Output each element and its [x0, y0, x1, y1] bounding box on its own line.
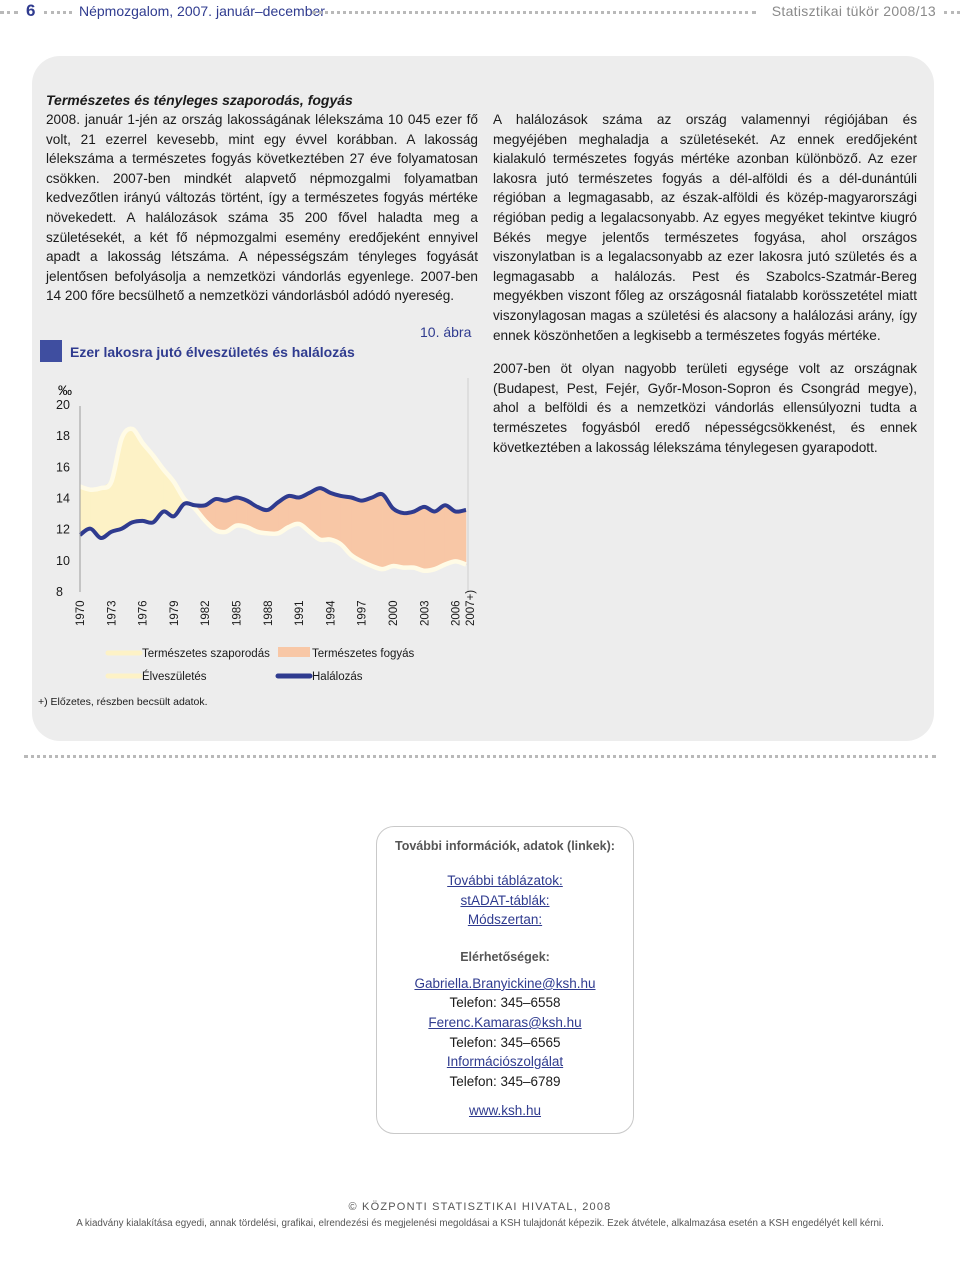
info-box	[376, 826, 634, 1134]
x-tick-label: 2000	[387, 600, 400, 626]
y-tick-labels	[56, 398, 70, 599]
contact-email-kamaras[interactable]: Ferenc.Kamaras@ksh.hu	[428, 1014, 582, 1030]
figure-number: 10. ábra	[420, 324, 472, 340]
chart-legend	[108, 647, 415, 683]
x-tick-label: 2006	[450, 600, 463, 626]
info-links	[377, 871, 633, 930]
x-tick-label: 1985	[231, 600, 244, 626]
section-separator-dots	[24, 755, 936, 758]
page-header	[0, 0, 960, 26]
left-paragraph-text: 2008. január 1-jén az ország lakosságának lélekszáma 10 045 ezer fő volt, 21 ezerrel kevesebb, mint egy évvel korábban. A lakosság lélekszáma a természetes fogyás következtében 27 éve folyamatosan csökken. 2007-ben mindkét alapvető népmozgalmi folyamatban kedvezőtlen irányú változás történt, így a természetes fogyás mértéke növekedett. A halálozások száma 35 200 fővel haladta meg a születésekét, a két fő népmozgalmi esemény eredőjeként ennyivel apadt a lakosság létszáma. A népességszám tényleges fogyását jelentősen befolyásolja a nemzetközi vándorlás egyenlege. 2007-ben 14 200 főre becsülhető a nemzetközi vándorlásból adódó nyereség.	[46, 112, 478, 304]
legend-label: Halálozás	[312, 671, 363, 683]
contact-phone-2: Telefon: 345–6565	[449, 1034, 561, 1050]
x-tick-label: 1979	[168, 600, 181, 626]
fill-segment	[393, 508, 403, 567]
y-tick-label: 18	[56, 429, 70, 444]
header-dots-left	[0, 11, 18, 14]
right-column	[493, 110, 917, 471]
footer-copyright: © KÖZPONTI STATISZTIKAI HIVATAL, 2008	[348, 1201, 612, 1213]
y-tick-label: 16	[56, 460, 70, 475]
link-methodology[interactable]: Módszertan:	[467, 912, 543, 928]
x-tick-label: 1997	[356, 600, 369, 626]
contact-phone-1: Telefon: 345–6558	[449, 995, 561, 1011]
y-tick-label: 14	[56, 491, 70, 506]
fill-segment	[424, 507, 434, 571]
fill-segment	[330, 493, 340, 544]
fill-segment	[372, 494, 382, 569]
contact-email-branyickine[interactable]: Gabriella.Branyickine@ksh.hu	[414, 975, 596, 991]
info-title: További információk, adatok (linkek):	[395, 839, 615, 853]
legend-swatch	[278, 647, 310, 657]
fill-segment	[445, 505, 455, 564]
header-right-title: Statisztikai tükör 2008/13	[771, 3, 936, 19]
y-tick-label: 8	[56, 585, 63, 599]
fill-segment	[351, 498, 361, 562]
right-paragraph-2: 2007-ben öt olyan nagyobb területi egysége volt az országnak (Budapest, Pest, Fejér, Győr-Moson-Sopron és Csongrád megye), ahol a belföldi és a nemzetközi vándorlás ellensúlyozni tudta a természetes fogyásból eredő népességcsökkenést, és ennek következtében a lakosság lélekszáma ténylegesen gyarapodott.	[493, 361, 917, 455]
link-stadat[interactable]: stADAT-táblák:	[460, 892, 550, 908]
birth-death-chart	[0, 370, 480, 690]
left-paragraph	[46, 110, 478, 306]
figure-title: Ezer lakosra jutó élveszületés és halálozás	[70, 344, 355, 360]
x-tick-label: 1970	[75, 600, 87, 626]
x-tick-label: 2003	[419, 600, 432, 626]
y-axis-unit-label: ‰	[58, 382, 72, 398]
fill-segment	[403, 512, 413, 568]
fill-segment	[101, 482, 111, 538]
x-tick-label: 1991	[294, 600, 307, 626]
contact-information-service[interactable]: Információszolgálat	[446, 1054, 564, 1070]
fill-segment	[320, 488, 330, 539]
fill-segment	[216, 499, 226, 532]
fill-segment	[414, 507, 424, 571]
website-link[interactable]: www.ksh.hu	[468, 1103, 542, 1119]
contact-phone-3: Telefon: 345–6789	[449, 1073, 561, 1089]
x-tick-label: 1976	[137, 600, 150, 626]
fill-segment	[122, 429, 132, 529]
figure-footnote: +) Előzetes, részben becsült adatok.	[38, 696, 208, 708]
x-tick-label: 1973	[106, 600, 119, 626]
header-dots-right	[944, 11, 960, 14]
header-left-title: Népmozgalom, 2007. január–december	[79, 3, 325, 19]
x-tick-label: 2007+)	[465, 589, 477, 626]
y-tick-label: 10	[56, 553, 70, 568]
left-column	[46, 92, 478, 306]
y-tick-label: 20	[56, 398, 70, 412]
x-tick-label: 1982	[200, 600, 213, 626]
legend-label: Élveszületés	[142, 671, 207, 683]
right-paragraph-1: A halálozások száma az ország valamennyi régiójában és megyéjében meghaladja a születésekét. Az ennek eredőjeként kialakuló természetes fogyás mértéke azonban különböző. Az ezer lakosra jutó természetes fogyás a dél-alföldi és a dél-dunántúli régióban a legmagasabb, az észak-alföldi és közép-magyarországi régióban pedig a legalacsonyabb. Az egyes megyéket tekintve kiugró Békés megye jelentős természetes fogyása, ahol országos viszonylatban is a legalacsonyabb az ezer lakosra jutó születés és a legmagasabb a halálozás. Pest és Szabolcs-Szatmár-Bereg megyékben viszont főleg az országosnál fiatalabb korösszetétel miatt viszonylagosan magas a születési és alacsony a halálozási arány, így ennek köszönhetően a legkisebb a természetes fogyás mértéke.	[493, 112, 917, 343]
figure-marker-square	[40, 340, 62, 362]
page-number: 6	[26, 1, 36, 20]
fill-segment	[435, 505, 445, 569]
x-tick-label: 1994	[325, 600, 338, 626]
y-tick-label: 12	[56, 522, 70, 537]
header-dots-mid-b	[312, 11, 756, 14]
legend-label: Természetes fogyás	[312, 648, 415, 660]
footer-notice: A kiadvány kialakítása egyedi, annak tördelési, grafikai, elrendezési és megjelenési megoldásai a KSH tulajdonát képezik. Ezek átvétele, alkalmazása esetén a KSH engedélyét kell kérni.	[76, 1218, 884, 1229]
header-dots-mid-a	[44, 11, 72, 14]
legend-label: Természetes szaporodás	[142, 648, 270, 660]
link-tables[interactable]: További táblázatok:	[447, 873, 563, 888]
section-title: Természetes és tényleges szaporodás, fogyás	[46, 92, 353, 108]
fill-segment	[362, 498, 372, 567]
chart-fill-areas	[80, 429, 466, 571]
x-tick-label: 1988	[262, 600, 275, 626]
contacts-title: Elérhetőségek:	[460, 949, 550, 964]
fill-segment	[456, 510, 466, 565]
x-tick-labels	[75, 590, 477, 626]
